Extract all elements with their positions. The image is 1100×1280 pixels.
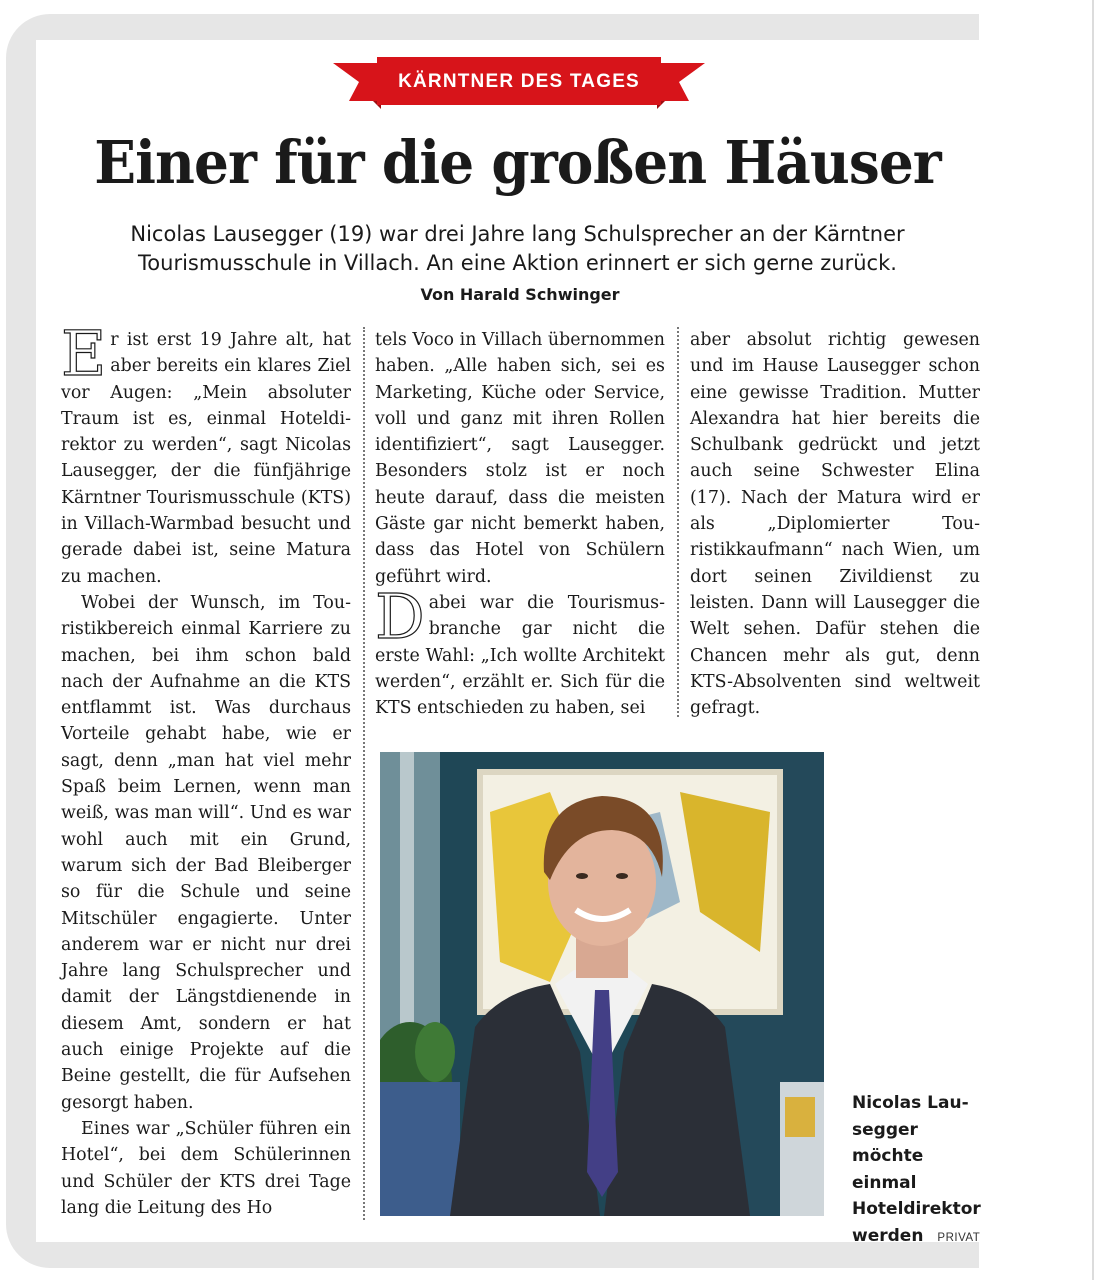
subheadline-line-2: Tourismusschule in Villach. An eine Aktion erinnert er sich gerne zurück. bbox=[138, 251, 897, 275]
article-column-1 bbox=[61, 317, 351, 1221]
kicker-label: KÄRNTNER DES TAGES bbox=[398, 71, 640, 92]
margin-strip bbox=[979, 0, 1100, 1280]
paragraph: aber absolut richtig gewesen und im Hause Lausegger schon eine gewisse Tradition. Mutter Alexandra hat hier bereits die Schulbank gedrückt und jetzt auch seine Schwester Elina (17). Nach der Matura wird er als „Diplomierter Touristikkaufmann“ nach Wien, um dort seinen Zivildienst zu leisten. Dann will Lausegger die Welt sehen. Dafür stehen die Chancen mehr als gut, denn KTS-Absolventen sind weltweit gefragt. bbox=[690, 330, 980, 719]
subheadline-line-1: Nicolas Lausegger (19) war drei Jahre lang Schulsprecher an der Kärntner bbox=[130, 222, 905, 246]
photo-caption bbox=[852, 1090, 982, 1251]
column-divider bbox=[363, 327, 365, 1220]
caption-text: Nicolas Lausegger möchte einmal Hoteldirektor werden bbox=[852, 1093, 981, 1246]
paragraph bbox=[375, 579, 665, 721]
article-column-3 bbox=[690, 327, 980, 721]
drop-cap: D bbox=[375, 579, 425, 653]
margin-rule bbox=[1092, 0, 1094, 1280]
paragraph: Wobei der Wunsch, im Touristikbereich einmal Karriere zu machen, bei ihm schon bald nach der Aufnahme an die KTS entflammt ist. Was durchaus Vorteile gehabt habe, wie er sagt, denn „man hat viel mehr Spaß beim Lernen, wenn man weiß, was man will“. Und es war wohl auch mit ein Grund, warum sich der Bad Bleiberger so für die Schule und seine Mitschüler engagierte. Unter anderem war er nicht nur drei Jahre lang Schulsprecher und damit der Längstdienende in diesem Amt, sondern er hat auch einige Projekte auf die Beine gestellt, die für Aufsehen gesorgt haben. bbox=[61, 592, 351, 1113]
paragraph: tels Voco in Villach übernommen haben. „Alle haben sich, sei es Marketing, Küche oder Service, voll und ganz mit ihren Rollen identifiziert“, sagt Lausegger. Besonders stolz ist er noch heute darauf, dass die meisten Gäste gar nicht bemerkt haben, dass das Hotel von Schülern geführt wird. bbox=[375, 330, 665, 587]
paragraph-text: abei war die Tourismusbranche gar nicht die erste Wahl: „Ich wollte Architekt werden“, erzählt er. Sich für die KTS entschieden zu haben, sei bbox=[375, 592, 665, 719]
paragraph bbox=[61, 317, 351, 590]
photo-credit: PRIVAT bbox=[937, 1231, 981, 1244]
paragraph-text: r ist erst 19 Jahre alt, hat aber bereits ein klares Ziel vor Augen: „Mein absoluter Traum ist es, einmal Hoteldirektor zu werden“, sagt Nicolas Lausegger, der die fünfjährige Kärntner Tourismusschule (KTS) in Villach-Warmbad besucht und gerade dabei ist, seine Matura zu machen. bbox=[61, 330, 351, 587]
portrait-photo bbox=[380, 752, 824, 1216]
paragraph: Eines war „Schüler führen ein Hotel“, bei dem Schülerinnen und Schüler der KTS drei Tage lang die Leitung des Ho bbox=[61, 1118, 351, 1218]
drop-cap: E bbox=[61, 317, 107, 390]
portrait-illustration bbox=[380, 752, 824, 1216]
column-divider bbox=[677, 327, 679, 717]
author-byline: Von Harald Schwinger bbox=[420, 285, 620, 304]
article-column-2 bbox=[375, 327, 665, 721]
kicker-banner bbox=[333, 57, 705, 109]
subheadline bbox=[60, 220, 975, 278]
headline: Einer für die großen Häuser bbox=[94, 128, 941, 197]
